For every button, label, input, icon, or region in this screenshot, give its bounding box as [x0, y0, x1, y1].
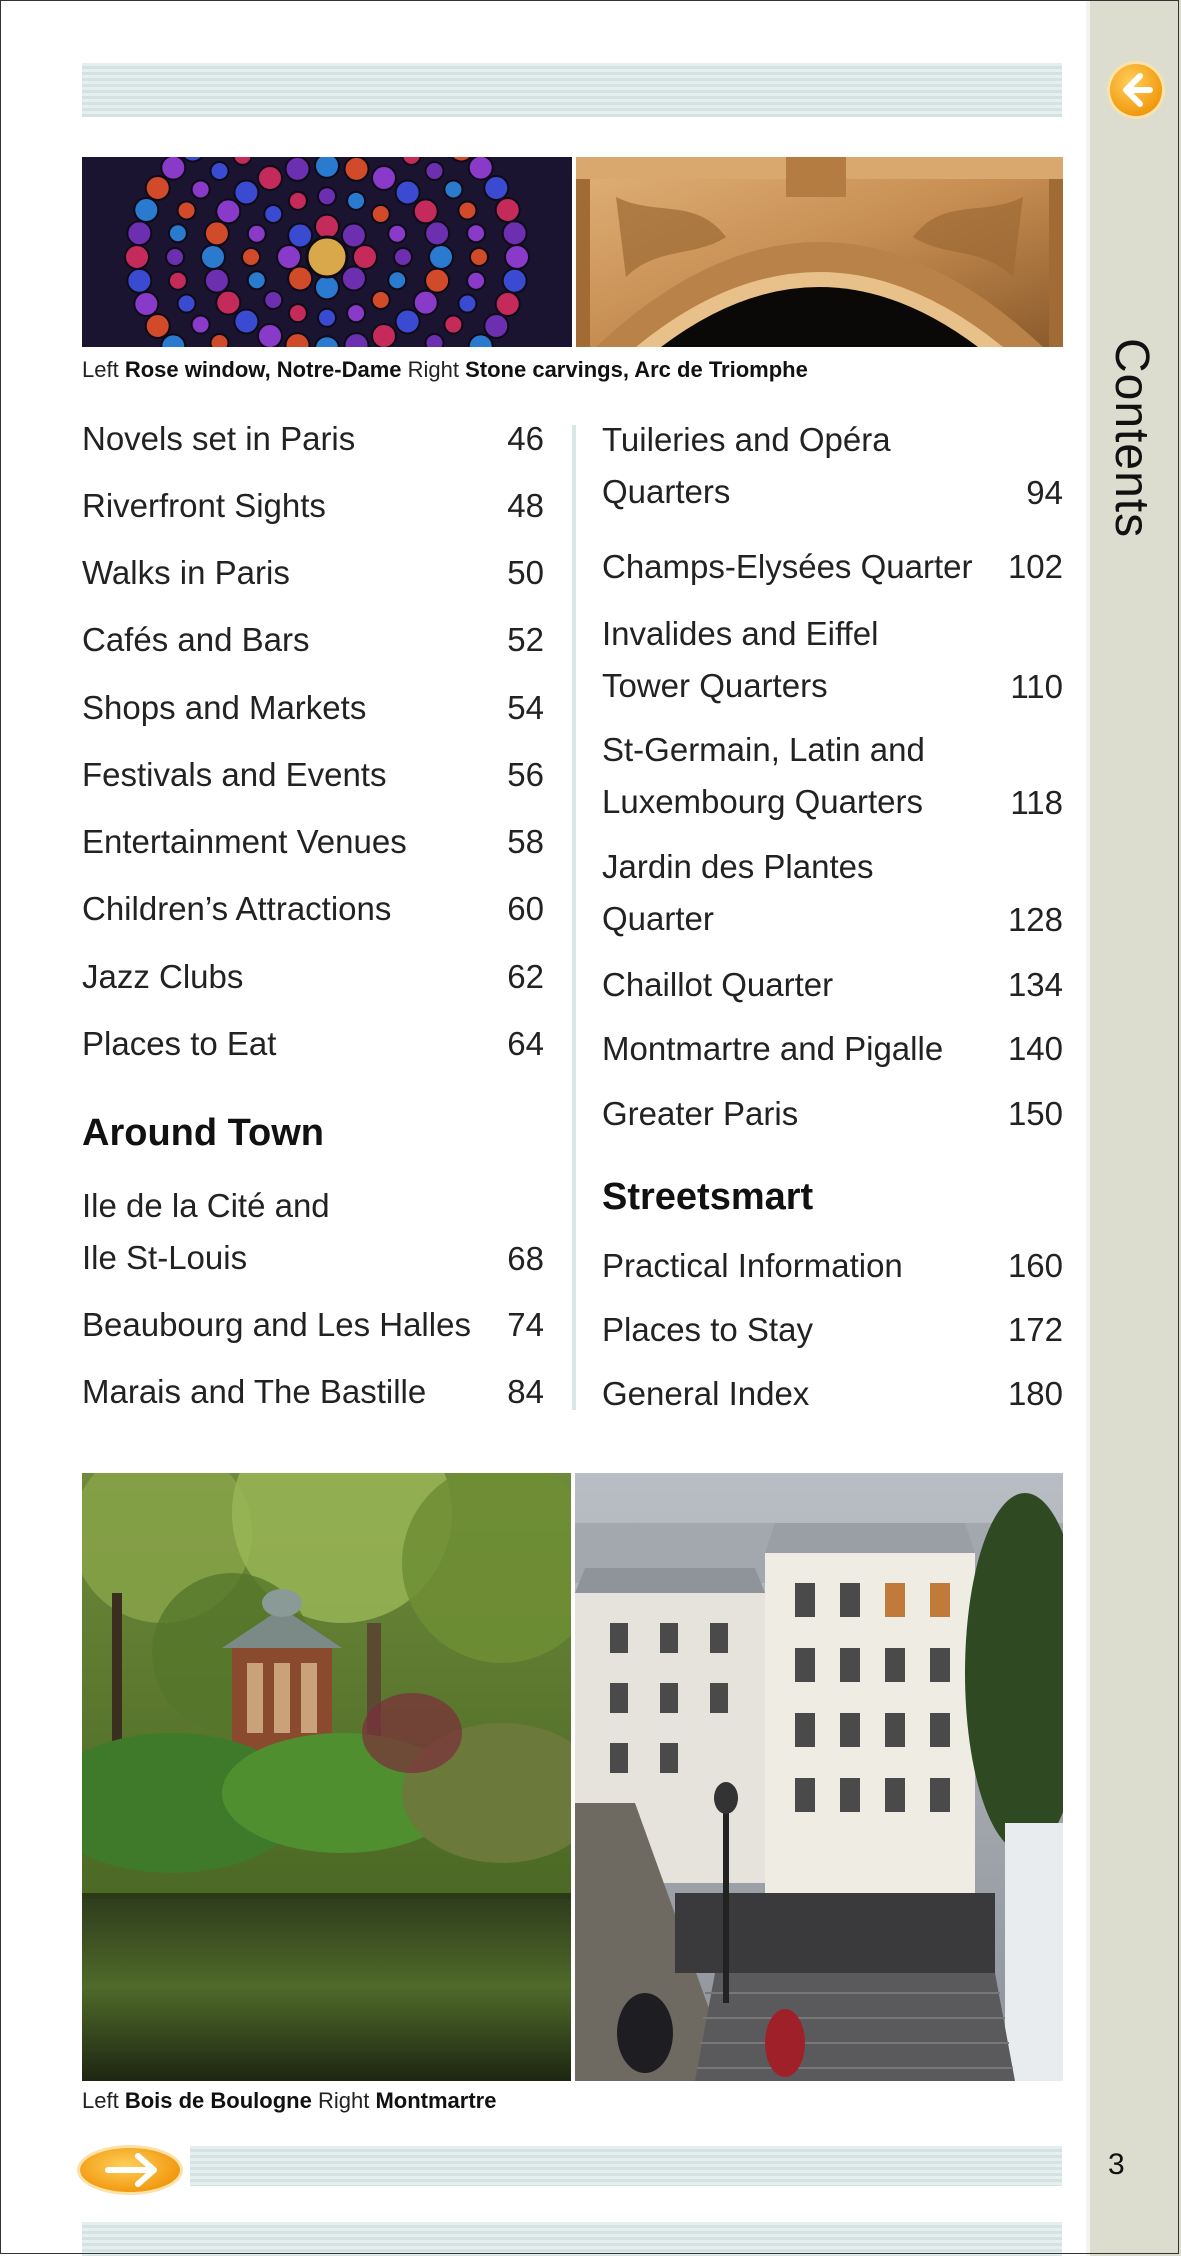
header-stripe: [82, 63, 1062, 117]
toc-entry[interactable]: Walks in Paris 50: [82, 554, 544, 591]
footer-stripe: [190, 2146, 1062, 2186]
toc-entry[interactable]: Places to Eat 64: [82, 1025, 544, 1062]
toc-entry[interactable]: Cafés and Bars 52: [82, 621, 544, 658]
toc-entry[interactable]: St-Germain, Latin and Luxembourg Quarters 118: [602, 731, 1063, 821]
toc-entry[interactable]: Champs-Elysées Quarter 102: [602, 548, 1063, 585]
arrow-right-icon: [80, 2148, 180, 2192]
photo-rose-window: [82, 157, 572, 347]
side-band-edge: [1086, 0, 1090, 2256]
toc-entry[interactable]: Tuileries and Opéra Quarters 94: [602, 421, 1063, 511]
toc-entry[interactable]: Jazz Clubs 62: [82, 958, 544, 995]
photo-arc-de-triomphe: [576, 157, 1063, 347]
toc-entry[interactable]: Entertainment Venues 58: [82, 823, 544, 860]
toc-entry[interactable]: Greater Paris 150: [602, 1095, 1063, 1132]
toc-entry[interactable]: Marais and The Bastille 84: [82, 1373, 544, 1410]
toc-entry[interactable]: Montmartre and Pigalle 140: [602, 1030, 1063, 1067]
toc-entry[interactable]: Invalides and Eiffel Tower Quarters 110: [602, 615, 1063, 705]
previous-page-button[interactable]: [1110, 64, 1162, 116]
toc-entry[interactable]: Shops and Markets 54: [82, 689, 544, 726]
toc-entry[interactable]: Ile de la Cité and Ile St-Louis 68: [82, 1187, 544, 1277]
toc-entry[interactable]: Places to Stay 172: [602, 1311, 1063, 1348]
toc-entry[interactable]: Practical Information 160: [602, 1247, 1063, 1284]
toc-entry[interactable]: Novels set in Paris 46: [82, 420, 544, 457]
toc-entry[interactable]: Children’s Attractions 60: [82, 890, 544, 927]
caption-top: Left Rose window, Notre-Dame Right Stone carvings, Arc de Triomphe: [82, 357, 808, 382]
toc-entry[interactable]: Beaubourg and Les Halles 74: [82, 1306, 544, 1343]
next-page-button[interactable]: [80, 2148, 180, 2192]
toc-entry[interactable]: Jardin des Plantes Quarter 128: [602, 848, 1063, 938]
column-divider: [572, 425, 576, 1410]
arrow-left-icon: [1110, 64, 1162, 116]
toc-entry[interactable]: Festivals and Events 56: [82, 756, 544, 793]
toc-entry[interactable]: Riverfront Sights 48: [82, 487, 544, 524]
toc-heading-streetsmart: Streetsmart: [602, 1176, 814, 1218]
section-title: Contents: [1105, 338, 1158, 539]
photo-bois-de-boulogne: [82, 1473, 571, 2081]
toc-entry[interactable]: Chaillot Quarter 134: [602, 966, 1063, 1003]
caption-bottom: Left Bois de Boulogne Right Montmartre: [82, 2088, 497, 2113]
footer-stripe-lower: [82, 2222, 1062, 2256]
page-number: 3: [1108, 2148, 1125, 2181]
photo-montmartre: [575, 1473, 1063, 2081]
toc-entry[interactable]: General Index 180: [602, 1375, 1063, 1412]
toc-heading-around-town: Around Town: [82, 1112, 325, 1154]
